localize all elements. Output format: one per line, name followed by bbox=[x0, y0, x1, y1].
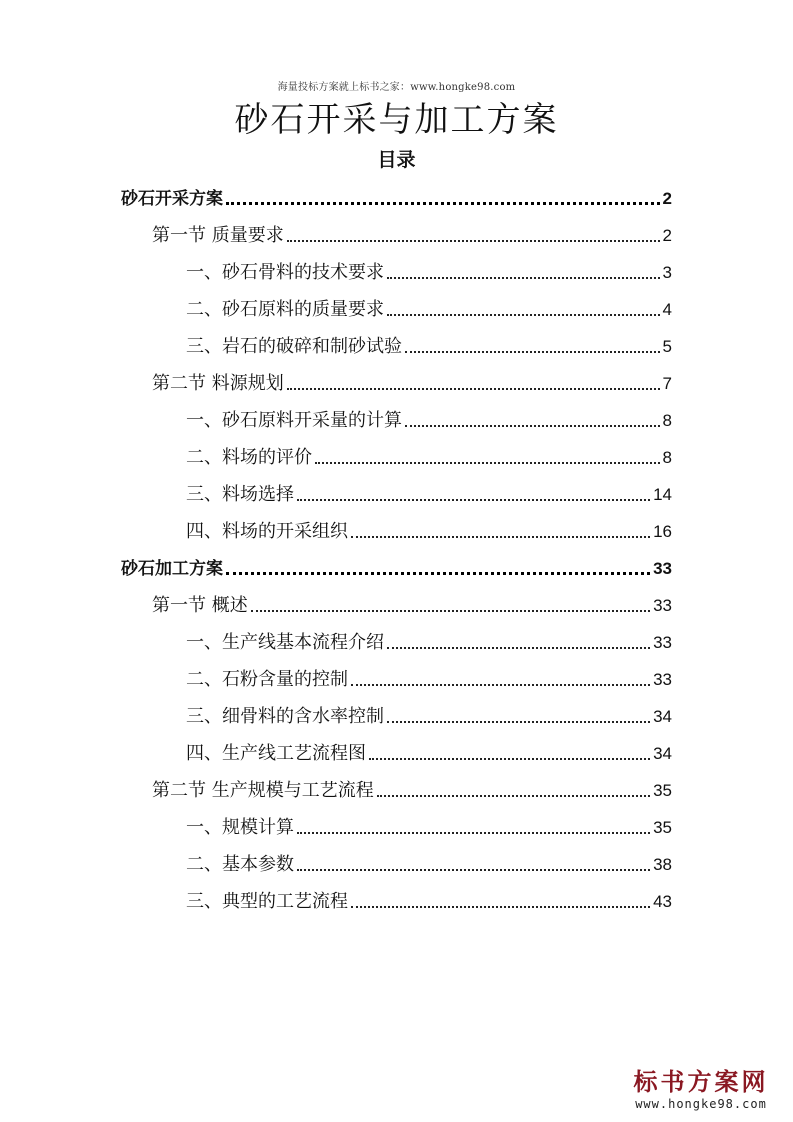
toc-entry-page: 33 bbox=[653, 633, 672, 652]
toc-entry-page: 33 bbox=[653, 670, 672, 689]
toc-entry-label: 一、生产线基本流程介绍 bbox=[186, 632, 384, 653]
toc-entry-page: 34 bbox=[653, 707, 672, 726]
toc-entry-label: 三、典型的工艺流程 bbox=[186, 891, 348, 912]
toc-leader-dots bbox=[297, 499, 650, 501]
toc-entry-label: 砂石开采方案 bbox=[121, 189, 223, 209]
toc-entry-page: 3 bbox=[662, 263, 672, 282]
toc-entry-page: 35 bbox=[653, 781, 672, 800]
toc-entry[interactable] bbox=[186, 698, 672, 728]
toc-entry-label: 第二节 生产规模与工艺流程 bbox=[152, 780, 374, 801]
toc-entry-page: 5 bbox=[662, 337, 672, 356]
toc-entry-label: 二、石粉含量的控制 bbox=[186, 669, 348, 690]
toc-leader-dots bbox=[297, 832, 650, 834]
toc-entry-label: 第一节 概述 bbox=[152, 595, 248, 616]
toc-entry-page: 8 bbox=[662, 448, 672, 467]
toc-entry-label: 第二节 料源规划 bbox=[152, 373, 284, 394]
toc-entry[interactable] bbox=[152, 217, 672, 247]
toc-leader-dots bbox=[387, 647, 650, 649]
toc-entry-label: 砂石加工方案 bbox=[121, 559, 223, 579]
toc-entry[interactable] bbox=[121, 550, 672, 580]
toc-leader-dots bbox=[351, 536, 650, 538]
toc-entry[interactable] bbox=[186, 624, 672, 654]
watermark-brand: 标书方案网 bbox=[633, 1068, 769, 1096]
toc-entry-label: 一、规模计算 bbox=[186, 817, 294, 838]
toc-entry[interactable] bbox=[186, 439, 672, 469]
toc-entry-page: 8 bbox=[662, 411, 672, 430]
toc-entry[interactable] bbox=[152, 365, 672, 395]
toc-entry[interactable] bbox=[186, 291, 672, 321]
document-title: 砂石开采与加工方案 bbox=[234, 100, 559, 140]
toc-entry-label: 一、砂石原料开采量的计算 bbox=[186, 410, 402, 431]
toc-leader-dots bbox=[387, 277, 660, 279]
toc-entry[interactable] bbox=[186, 402, 672, 432]
toc-entry-label: 四、生产线工艺流程图 bbox=[186, 743, 366, 764]
toc-entry[interactable] bbox=[186, 809, 672, 839]
toc-entry[interactable] bbox=[152, 587, 672, 617]
toc-entry-label: 二、基本参数 bbox=[186, 854, 294, 875]
toc-entry-page: 34 bbox=[653, 744, 672, 763]
toc-leader-dots bbox=[287, 388, 660, 390]
toc-entry-page: 7 bbox=[662, 374, 672, 393]
toc-leader-dots bbox=[351, 906, 650, 908]
toc-entry-page: 38 bbox=[653, 855, 672, 874]
toc-entry-label: 一、砂石骨料的技术要求 bbox=[186, 262, 384, 283]
toc-entry-label: 四、料场的开采组织 bbox=[186, 521, 348, 542]
toc-entry-page: 43 bbox=[653, 892, 672, 911]
toc-leader-dots bbox=[369, 758, 650, 760]
toc-entry[interactable] bbox=[186, 254, 672, 284]
toc-entry-label: 三、料场选择 bbox=[186, 484, 294, 505]
toc-entry[interactable] bbox=[186, 735, 672, 765]
watermark-url: www.hongke98.com bbox=[635, 1097, 767, 1111]
toc-entry[interactable] bbox=[186, 513, 672, 543]
toc-entry-label: 三、岩石的破碎和制砂试验 bbox=[186, 336, 402, 357]
toc-leader-dots bbox=[297, 869, 650, 871]
toc-leader-dots bbox=[226, 572, 650, 575]
toc-leader-dots bbox=[315, 462, 660, 464]
toc-entry-page: 33 bbox=[653, 559, 672, 578]
toc-entry[interactable] bbox=[186, 846, 672, 876]
toc-entry[interactable] bbox=[121, 180, 672, 210]
toc-leader-dots bbox=[287, 240, 660, 242]
toc-leader-dots bbox=[387, 314, 660, 316]
toc-entry[interactable] bbox=[186, 476, 672, 506]
toc-entry[interactable] bbox=[186, 661, 672, 691]
toc-leader-dots bbox=[377, 795, 650, 797]
toc-entry-label: 二、砂石原料的质量要求 bbox=[186, 299, 384, 320]
toc-entry-label: 第一节 质量要求 bbox=[152, 225, 284, 246]
toc-entry-page: 4 bbox=[662, 300, 672, 319]
toc-entry-page: 35 bbox=[653, 818, 672, 837]
toc-leader-dots bbox=[251, 610, 650, 612]
toc-leader-dots bbox=[351, 684, 650, 686]
toc-entry-page: 2 bbox=[662, 189, 672, 208]
toc-entry-label: 二、料场的评价 bbox=[186, 447, 312, 468]
toc-leader-dots bbox=[226, 202, 660, 205]
toc-entry-page: 2 bbox=[662, 226, 672, 245]
toc-entry-page: 16 bbox=[653, 522, 672, 541]
toc-entry[interactable] bbox=[186, 883, 672, 913]
toc-entry-page: 14 bbox=[653, 485, 672, 504]
toc-leader-dots bbox=[387, 721, 650, 723]
toc-entry[interactable] bbox=[152, 772, 672, 802]
site-watermark bbox=[621, 1068, 781, 1112]
header-note: 海量投标方案就上标书之家：www.hongke98.com bbox=[277, 82, 516, 93]
toc-entry[interactable] bbox=[186, 328, 672, 358]
toc-entry-page: 33 bbox=[653, 596, 672, 615]
toc-leader-dots bbox=[405, 351, 660, 353]
toc-heading: 目录 bbox=[377, 149, 416, 171]
toc-leader-dots bbox=[405, 425, 660, 427]
toc-entry-label: 三、细骨料的含水率控制 bbox=[186, 706, 384, 727]
